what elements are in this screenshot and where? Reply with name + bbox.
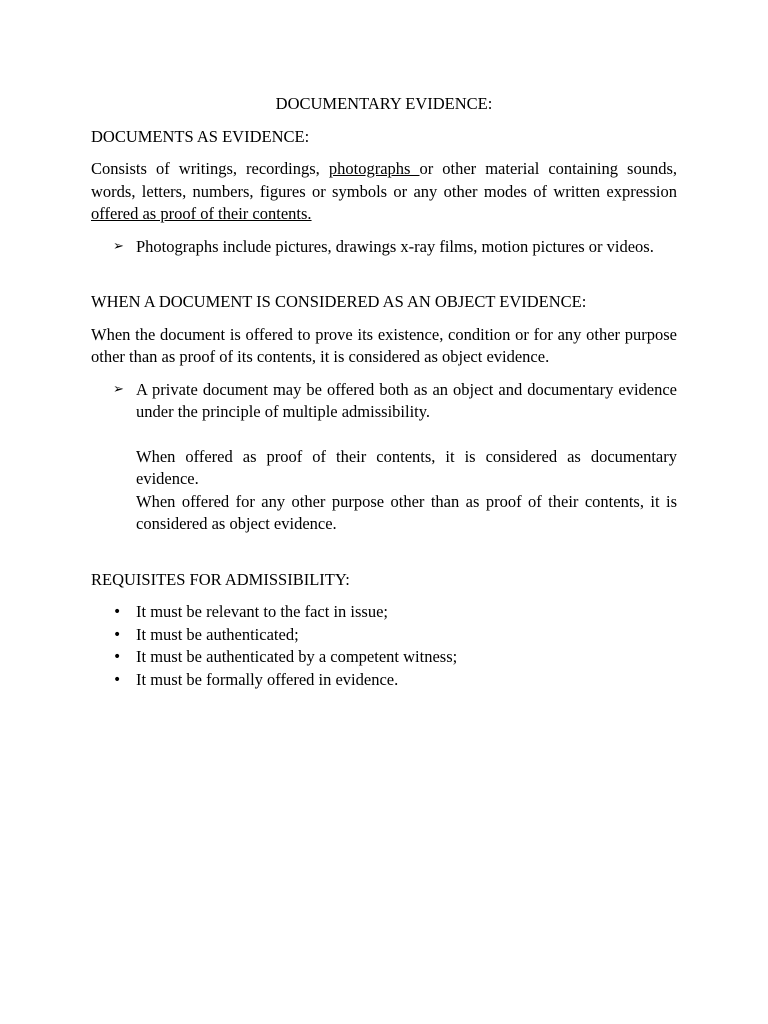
bullet-icon: • [113,604,122,620]
underlined-text-photographs: photographs [328,159,420,178]
requisite-text: It must be relevant to the fact in issue; [136,602,389,621]
documentary-evidence-note: When offered as proof of their contents, it is considered as documentary evidence. [136,446,677,488]
bullet-icon: • [113,626,122,643]
spacer [91,536,677,569]
requisite-item [91,669,677,692]
requisite-text: It must be authenticated; [136,624,299,644]
arrow-list [91,379,677,424]
object-evidence-paragraph: When the document is offered to prove its existence, condition or for any other purpose other than as proof of its contents, it is considered as object evidence. [91,324,677,366]
underlined-text-offered-as-proof: offered as proof of their contents. [91,204,312,223]
spacer [91,424,677,446]
section-heading-requisites: REQUISITES FOR ADMISSIBILITY: [91,569,350,589]
section-heading-object-evidence: WHEN A DOCUMENT IS CONSIDERED AS AN OBJECT EVIDENCE: [91,292,587,311]
requisite-item [91,646,677,669]
arrow-list-item [91,379,677,424]
document-page [91,93,677,691]
list-item-text: Photographs include pictures, drawings x-ray films, motion pictures or videos. [136,236,654,256]
requisites-list [91,601,677,691]
section-heading-documents-as-evidence: DOCUMENTS AS EVIDENCE: [91,126,310,146]
paragraph-text: or other material containing sounds, words, letters, numbers, figures or symbols or any other modes of written expression [91,159,677,201]
list-item-text: A private document may be offered both as an object and documentary evidence under the principle of multiple admissibility. [136,379,677,421]
requisite-text: It must be authenticated by a competent witness; [136,647,458,666]
bullet-icon: • [113,649,122,665]
arrow-list [91,236,677,259]
object-evidence-note: When offered for any other purpose other than as proof of their contents, it is considered as object evidence. [136,491,677,533]
arrow-list-item [91,236,677,259]
arrow-bullet-icon: ➢ [113,238,124,254]
requisite-item [91,624,677,647]
requisite-text: It must be formally offered in evidence. [136,669,399,689]
arrow-bullet-icon: ➢ [113,381,124,397]
paragraph-text: Consists of writings, recordings, [91,159,329,178]
requisite-item [91,601,677,624]
document-title: DOCUMENTARY EVIDENCE: [275,94,493,113]
documents-definition-paragraph [91,158,677,226]
bullet-icon: • [113,671,122,688]
spacer [91,258,677,291]
